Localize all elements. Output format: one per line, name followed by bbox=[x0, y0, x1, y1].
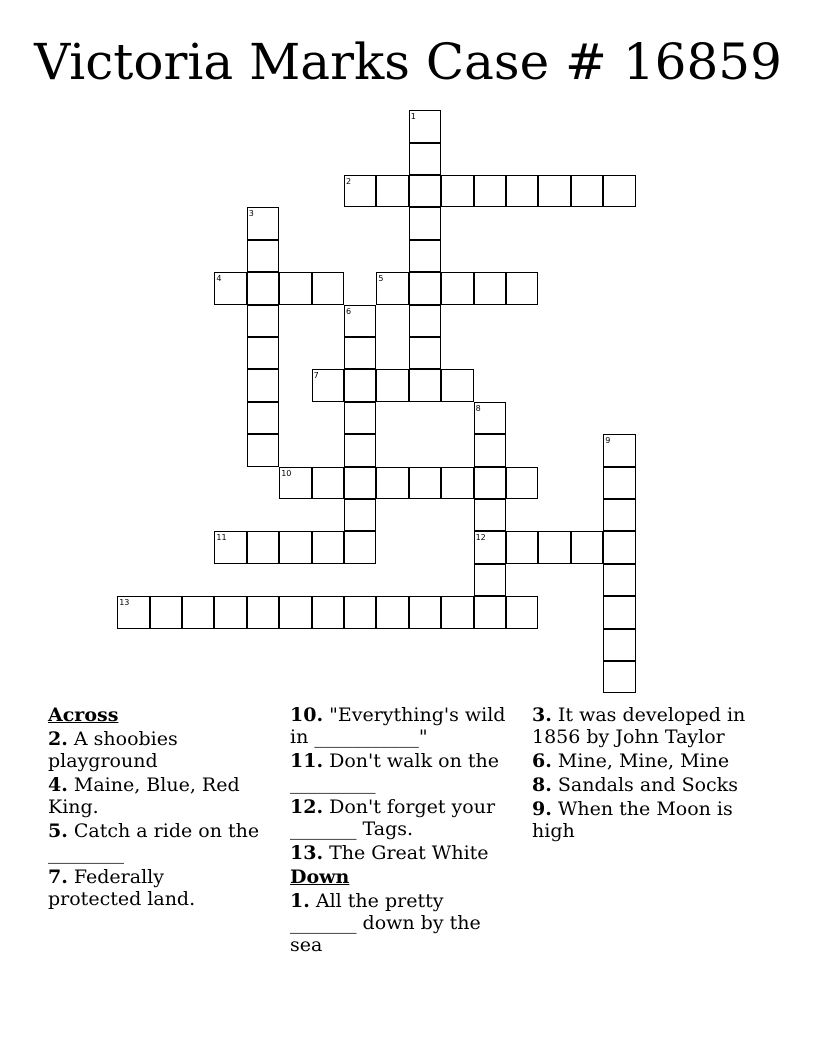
clue-number: 13 bbox=[119, 598, 130, 608]
clue-number: 5 bbox=[378, 274, 384, 284]
clue-column-2 bbox=[290, 704, 510, 958]
grid-cell[interactable] bbox=[506, 175, 538, 207]
grid-cell[interactable] bbox=[247, 272, 279, 304]
grid-cell[interactable] bbox=[603, 629, 635, 661]
grid-cell[interactable] bbox=[409, 369, 441, 401]
grid-cell[interactable] bbox=[441, 369, 473, 401]
grid-cell[interactable] bbox=[409, 305, 441, 337]
clue-number-label: 8. bbox=[532, 774, 552, 796]
clue-item bbox=[290, 750, 510, 794]
clue-item bbox=[48, 820, 263, 864]
clue-column-1 bbox=[48, 704, 263, 912]
clue-item bbox=[290, 704, 510, 748]
grid-cell[interactable] bbox=[376, 175, 408, 207]
clue-number-label: 6. bbox=[532, 750, 552, 772]
grid-cell[interactable] bbox=[409, 337, 441, 369]
clue-number-label: 13. bbox=[290, 842, 324, 864]
clue-item bbox=[48, 774, 263, 818]
clue-item bbox=[290, 796, 510, 840]
grid-cell[interactable] bbox=[214, 531, 246, 563]
clue-text: Mine, Mine, Mine bbox=[551, 750, 730, 772]
clue-column-3 bbox=[532, 704, 772, 844]
clue-number: 10 bbox=[281, 468, 292, 478]
grid-cell[interactable] bbox=[538, 531, 570, 563]
grid-cell[interactable] bbox=[312, 272, 344, 304]
grid-cell[interactable] bbox=[247, 305, 279, 337]
clue-section-heading: Across bbox=[48, 704, 119, 726]
grid-cell[interactable] bbox=[506, 467, 538, 499]
clue-number: 6 bbox=[346, 306, 352, 316]
grid-cell[interactable] bbox=[409, 240, 441, 272]
grid-cell[interactable] bbox=[214, 596, 246, 628]
grid-cell[interactable] bbox=[474, 175, 506, 207]
grid-cell[interactable] bbox=[247, 531, 279, 563]
grid-cell[interactable] bbox=[214, 272, 246, 304]
grid-cell[interactable] bbox=[538, 175, 570, 207]
clue-number: 1 bbox=[410, 112, 416, 122]
grid-cell[interactable] bbox=[279, 531, 311, 563]
clue-item bbox=[532, 704, 772, 748]
grid-cell[interactable] bbox=[603, 661, 635, 693]
grid-cell[interactable] bbox=[376, 467, 408, 499]
grid-cell[interactable] bbox=[603, 175, 635, 207]
grid-cell[interactable] bbox=[441, 175, 473, 207]
grid-cell[interactable] bbox=[344, 337, 376, 369]
grid-cell[interactable] bbox=[344, 175, 376, 207]
clue-text: "Everything's wild in ___________" bbox=[290, 704, 506, 748]
clue-number: 8 bbox=[475, 403, 481, 413]
grid-cell[interactable] bbox=[474, 402, 506, 434]
clue-number: 11 bbox=[216, 533, 227, 543]
grid-cell[interactable] bbox=[117, 596, 149, 628]
grid-cell[interactable] bbox=[409, 467, 441, 499]
grid-cell[interactable] bbox=[603, 596, 635, 628]
grid-cell[interactable] bbox=[247, 337, 279, 369]
grid-cell[interactable] bbox=[409, 110, 441, 142]
grid-cell[interactable] bbox=[247, 596, 279, 628]
clue-text: Don't walk on the _________ bbox=[290, 750, 499, 794]
clue-item bbox=[290, 842, 510, 864]
grid-cell[interactable] bbox=[474, 467, 506, 499]
clue-text: It was developed in 1856 by John Taylor bbox=[532, 704, 746, 748]
clue-number-label: 9. bbox=[532, 798, 552, 820]
grid-cell[interactable] bbox=[344, 402, 376, 434]
grid-cell[interactable] bbox=[279, 596, 311, 628]
clue-text: Sandals and Socks bbox=[551, 774, 738, 796]
grid-cell[interactable] bbox=[344, 596, 376, 628]
clue-number-label: 1. bbox=[290, 890, 310, 912]
grid-cell[interactable] bbox=[312, 467, 344, 499]
grid-cell[interactable] bbox=[344, 531, 376, 563]
grid-cell[interactable] bbox=[376, 272, 408, 304]
clue-text: The Great White bbox=[323, 842, 489, 864]
grid-cell[interactable] bbox=[571, 175, 603, 207]
clue-number-label: 3. bbox=[532, 704, 552, 726]
clue-text: Catch a ride on the ________ bbox=[48, 820, 260, 864]
clue-item bbox=[532, 750, 772, 772]
grid-cell[interactable] bbox=[474, 531, 506, 563]
clue-number: 9 bbox=[605, 436, 611, 446]
clue-text: Don't forget your _______ Tags. bbox=[290, 796, 496, 840]
grid-cell[interactable] bbox=[603, 467, 635, 499]
grid-cell[interactable] bbox=[409, 272, 441, 304]
grid-cell[interactable] bbox=[474, 434, 506, 466]
grid-cell[interactable] bbox=[474, 596, 506, 628]
clue-number: 2 bbox=[346, 177, 352, 186]
grid-cell[interactable] bbox=[376, 369, 408, 401]
clue-item bbox=[532, 798, 772, 842]
grid-cell[interactable] bbox=[344, 305, 376, 337]
clue-item bbox=[290, 890, 510, 956]
grid-cell[interactable] bbox=[312, 369, 344, 401]
grid-cell[interactable] bbox=[409, 143, 441, 175]
clue-item bbox=[48, 728, 263, 772]
grid-cell[interactable] bbox=[279, 272, 311, 304]
grid-cell[interactable] bbox=[247, 240, 279, 272]
clue-number: 7 bbox=[313, 371, 319, 381]
clue-number: 4 bbox=[216, 274, 222, 284]
grid-cell[interactable] bbox=[441, 272, 473, 304]
clue-text: When the Moon is high bbox=[532, 798, 733, 842]
grid-cell[interactable] bbox=[312, 531, 344, 563]
grid-cell[interactable] bbox=[247, 207, 279, 239]
grid-cell[interactable] bbox=[506, 272, 538, 304]
grid-cell[interactable] bbox=[344, 499, 376, 531]
grid-cell[interactable] bbox=[150, 596, 182, 628]
clue-number: 3 bbox=[248, 209, 254, 219]
grid-cell[interactable] bbox=[603, 499, 635, 531]
grid-cell[interactable] bbox=[409, 175, 441, 207]
grid-cell[interactable] bbox=[247, 402, 279, 434]
clue-text: All the pretty _______ down by the sea bbox=[290, 890, 481, 956]
grid-cell[interactable] bbox=[247, 434, 279, 466]
clue-number-label: 7. bbox=[48, 866, 68, 888]
grid-cell[interactable] bbox=[441, 467, 473, 499]
grid-cell[interactable] bbox=[344, 467, 376, 499]
grid-cell[interactable] bbox=[506, 531, 538, 563]
clue-number-label: 11. bbox=[290, 750, 324, 772]
clue-text: A shoobies playground bbox=[48, 728, 178, 772]
grid-cell[interactable] bbox=[409, 207, 441, 239]
grid-cell[interactable] bbox=[506, 596, 538, 628]
clue-item bbox=[48, 866, 263, 910]
clue-number: 12 bbox=[475, 533, 486, 543]
grid-cell[interactable] bbox=[441, 596, 473, 628]
clue-text: Maine, Blue, Red King. bbox=[48, 774, 240, 818]
clue-number-label: 4. bbox=[48, 774, 68, 796]
page-title: Victoria Marks Case # 16859 bbox=[34, 33, 782, 91]
grid-cell[interactable] bbox=[474, 499, 506, 531]
clue-number-label: 10. bbox=[290, 704, 324, 726]
grid-cell[interactable] bbox=[182, 596, 214, 628]
grid-cell[interactable] bbox=[376, 596, 408, 628]
grid-cell[interactable] bbox=[603, 434, 635, 466]
grid-cell[interactable] bbox=[312, 596, 344, 628]
clue-number-label: 2. bbox=[48, 728, 68, 750]
grid-cell[interactable] bbox=[474, 564, 506, 596]
grid-cell[interactable] bbox=[603, 564, 635, 596]
grid-cell[interactable] bbox=[247, 369, 279, 401]
clue-section-heading: Down bbox=[290, 866, 350, 888]
clue-item bbox=[532, 774, 772, 796]
grid-cell[interactable] bbox=[474, 272, 506, 304]
grid-cell[interactable] bbox=[344, 434, 376, 466]
grid-cell[interactable] bbox=[603, 531, 635, 563]
grid-cell[interactable] bbox=[344, 369, 376, 401]
clue-number-label: 5. bbox=[48, 820, 68, 842]
grid-cell[interactable] bbox=[279, 467, 311, 499]
clue-number-label: 12. bbox=[290, 796, 324, 818]
grid-cell[interactable] bbox=[409, 596, 441, 628]
grid-cell[interactable] bbox=[571, 531, 603, 563]
clue-text: Federally protected land. bbox=[48, 866, 196, 910]
